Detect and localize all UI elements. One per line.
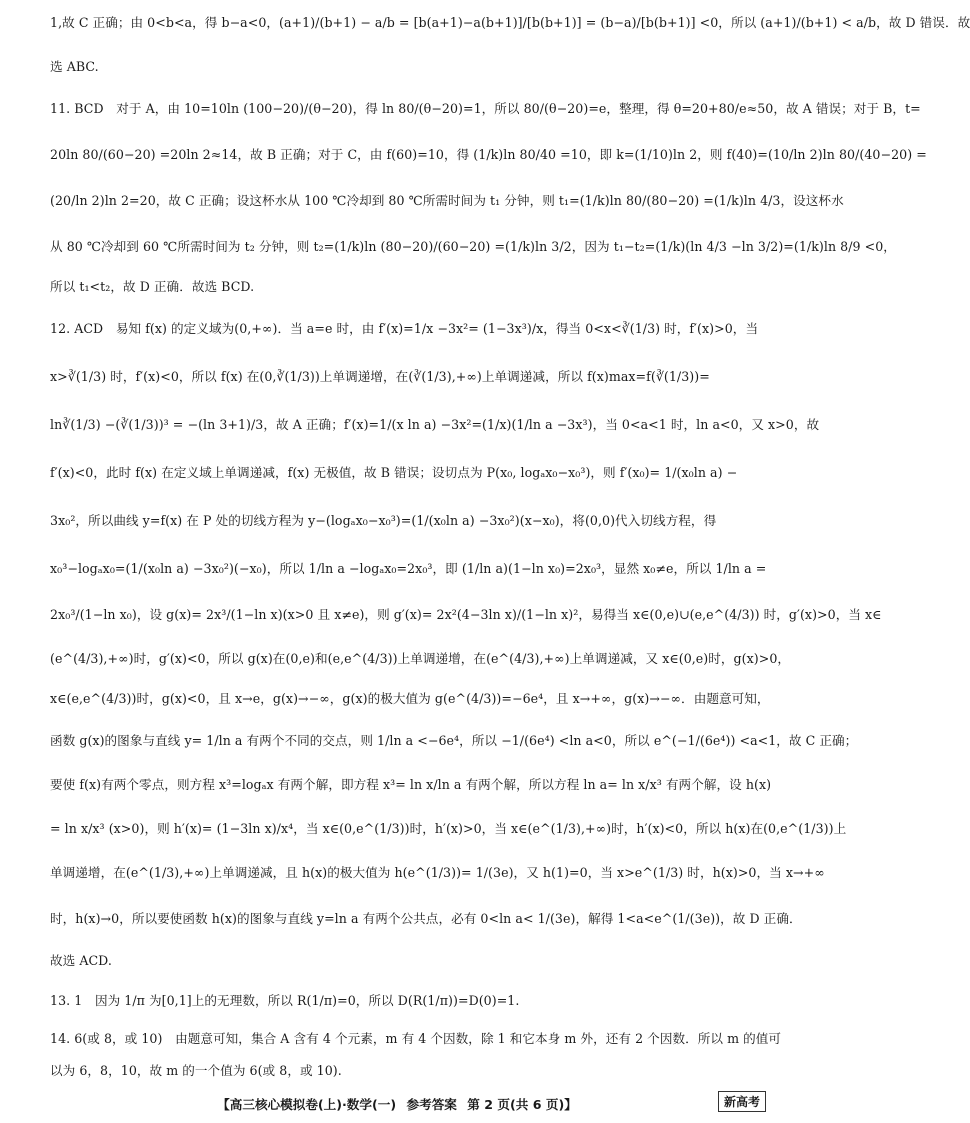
page-footer (0, 1094, 794, 1113)
text-line: (20/ln 2)ln 2=20，故 C 正确；设这杯水从 100 ℃冷却到 80 ℃所需时间为 t₁ 分钟，则 t₁=(1/k)ln 80/(80−20) =(1/k)ln 4/3，设这杯水 (50, 193, 844, 208)
text-line: ln∛(1/3) −(∛(1/3))³ = −(ln 3+1)/3，故 A 正确；f′(x)=1/(x ln a) −3x²=(1/x)(1/ln a −3x³)，当 0<a<1 时，ln a<0，又 x>0，故 (50, 417, 820, 432)
text-line: 选 ABC. (50, 59, 99, 74)
text-line: 要使 f(x)有两个零点，则方程 x³=logₐx 有两个解，即方程 x³= ln x/ln a 有两个解，所以方程 ln a= ln x/x³ 有两个解，设 h(x) (50, 777, 772, 792)
text-line: 故选 ACD. (50, 953, 112, 968)
text-line: 14. 6(或 8，或 10) 由题意可知，集合 A 含有 4 个元素，m 有 4 个因数，除 1 和它本身 m 外，还有 2 个因数．所以 m 的值可 (50, 1031, 782, 1046)
text-line: 12. ACD 易知 f(x) 的定义域为(0,+∞)．当 a=e 时，由 f′(x)=1/x −3x²= (1−3x³)/x，得当 0<x<∛(1/3) 时，f′(x)>0，当 (50, 321, 759, 336)
text-line: 2x₀³/(1−ln x₀)，设 g(x)= 2x³/(1−ln x)(x>0 且 x≠e)，则 g′(x)= 2x²(4−3ln x)/(1−ln x)²，易得当 x∈(0,e)∪(e,e^(4/3)) 时，g′(x)>0，当 x∈ (50, 607, 882, 622)
text-line: 20ln 80/(60−20) =20ln 2≈14，故 B 正确；对于 C，由 f(60)=10，得 (1/k)ln 80/40 =10，即 k=(1/10)ln 2，则 f(40)=(10/ln 2)ln 80/(40−20) = (50, 147, 927, 162)
text-line: 所以 t₁<t₂，故 D 正确．故选 BCD. (50, 279, 255, 294)
footer-title: 【高三核心模拟卷(上)·数学(一) (217, 1097, 397, 1112)
text-line: 以为 6，8，10，故 m 的一个值为 6(或 8，或 10). (50, 1063, 342, 1078)
text-line: x₀³−logₐx₀=(1/(x₀ln a) −3x₀²)(−x₀)，所以 1/ln a −logₐx₀=2x₀³，即 (1/ln a)(1−ln x₀)=2x₀³，显然 x₀≠e，所以 1/ln a = (50, 561, 767, 576)
footer-subtitle: 参考答案 (406, 1097, 457, 1112)
text-line: 函数 g(x)的图象与直线 y= 1/ln a 有两个不同的交点，则 1/ln a <−6e⁴，所以 −1/(6e⁴) <ln a<0，所以 e^(−1/(6e⁴)) <a<1，故 C 正确； (50, 733, 858, 748)
text-line: x>∛(1/3) 时，f′(x)<0，所以 f(x) 在(0,∛(1/3))上单调递增，在(∛(1/3),+∞)上单调递减，所以 f(x)max=f(∛(1/3))= (50, 369, 710, 384)
text-line: 3x₀²，所以曲线 y=f(x) 在 P 处的切线方程为 y−(logₐx₀−x₀³)=(1/(x₀ln a) −3x₀²)(x−x₀)，将(0,0)代入切线方程，得 (50, 513, 717, 528)
text-line: 从 80 ℃冷却到 60 ℃所需时间为 t₂ 分钟，则 t₂=(1/k)ln (80−20)/(60−20) =(1/k)ln 3/2，因为 t₁−t₂=(1/k)(ln 4/3 −ln 3/2)=(1/k)ln 8/9 <0， (50, 239, 896, 254)
text-line: 1,故 C 正确；由 0<b<a，得 b−a<0，(a+1)/(b+1) − a/b = [b(a+1)−a(b+1)]/[b(b+1)] = (b−a)/[b(b+1)] <0，所以 (a+1)/(b+1) < a/b，故 D 错误．故 (50, 15, 970, 30)
footer-page-number: 第 2 页(共 6 页)】 (467, 1097, 577, 1112)
text-line: f′(x)<0，此时 f(x) 在定义域上单调递减，f(x) 无极值，故 B 错误；设切点为 P(x₀, logₐx₀−x₀³)，则 f′(x₀)= 1/(x₀ln a) − (50, 465, 738, 480)
text-line: = ln x/x³ (x>0)，则 h′(x)= (1−3ln x)/x⁴，当 x∈(0,e^(1/3))时，h′(x)>0，当 x∈(e^(1/3),+∞)时，h′(x)<0，所以 h(x)在(0,e^(1/3))上 (50, 821, 847, 836)
text-line: 单调递增，在(e^(1/3),+∞)上单调递减，且 h(x)的极大值为 h(e^(1/3))= 1/(3e)，又 h(1)=0，当 x>e^(1/3) 时，h(x)>0，当 x→+∞ (50, 865, 825, 880)
text-line: 时，h(x)→0，所以要使函数 h(x)的图象与直线 y=ln a 有两个公共点，必有 0<ln a< 1/(3e)，解得 1<a<e^(1/(3e))，故 D 正确． (50, 911, 802, 926)
text-line: x∈(e,e^(4/3))时，g(x)<0，且 x→e，g(x)→−∞，g(x)的极大值为 g(e^(4/3))=−6e⁴，且 x→+∞，g(x)→−∞．由题意可知， (50, 691, 770, 706)
text-line: 13. 1 因为 1/π 为[0,1]上的无理数，所以 R(1/π)=0，所以 D(R(1/π))=D(0)=1. (50, 993, 520, 1008)
text-line: (e^(4/3),+∞)时，g′(x)<0，所以 g(x)在(0,e)和(e,e^(4/3))上单调递增，在(e^(4/3),+∞)上单调递减，又 x∈(0,e)时，g(x)>0， (50, 651, 791, 666)
text-line: 11. BCD 对于 A，由 10=10ln (100−20)/(θ−20)，得 ln 80/(θ−20)=1，所以 80/(θ−20)=e，整理，得 θ=20+80/e≈50，故 A 错误；对于 B，t= (50, 101, 921, 116)
exam-type-badge: 新高考 (718, 1091, 766, 1112)
